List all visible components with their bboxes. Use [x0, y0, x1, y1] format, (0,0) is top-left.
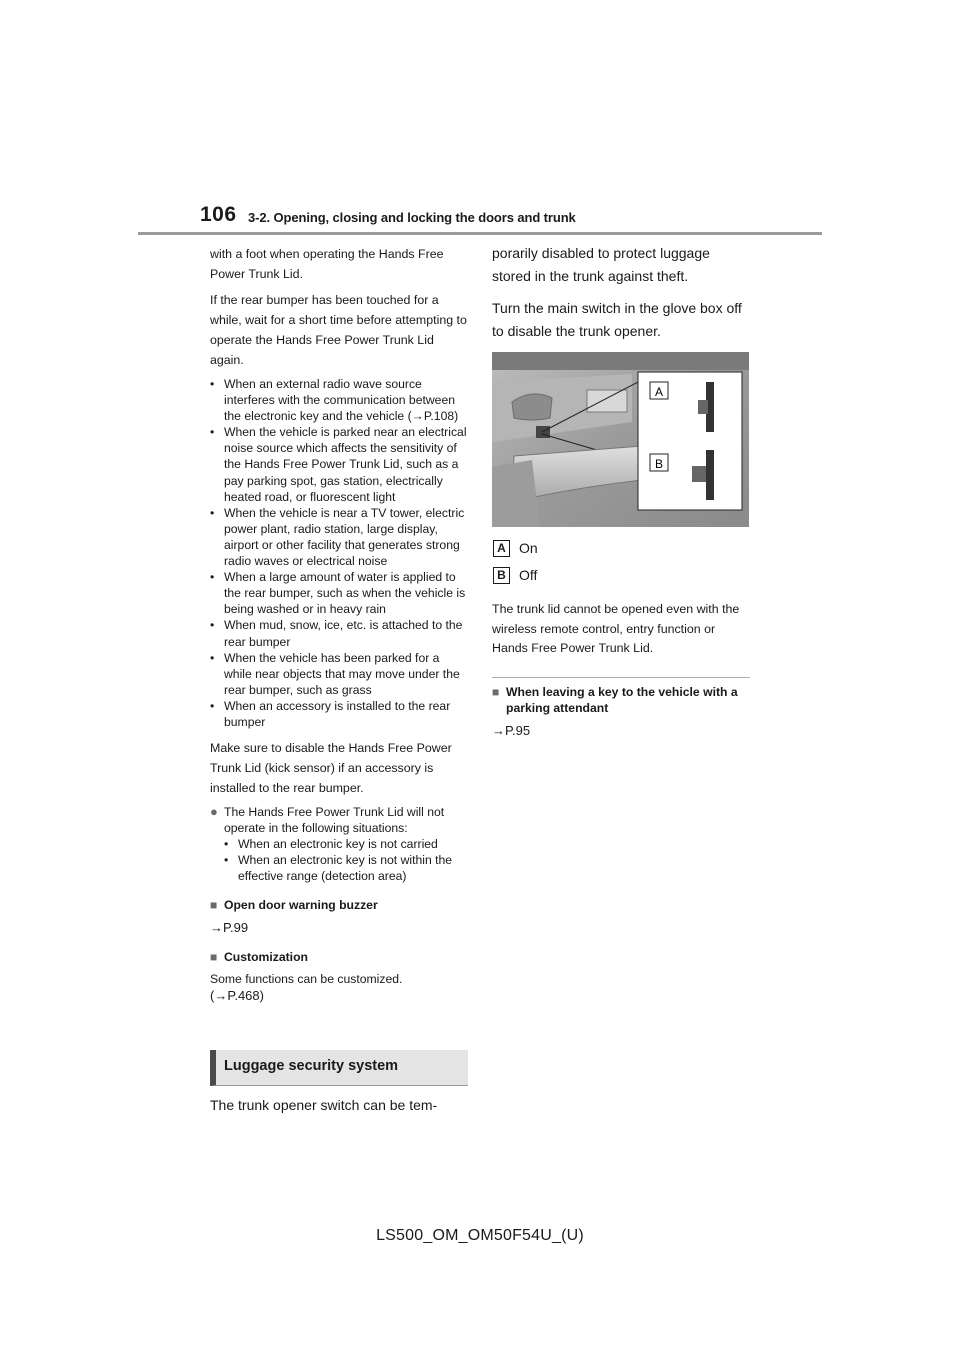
legend-item-off: [492, 562, 750, 588]
paragraph: If the rear bumper has been touched for a while, wait for a short time before attempting to operate the Hands Free Power Trunk Lid again.: [210, 293, 467, 367]
figure-label-a: A: [654, 385, 664, 399]
list-item: • When an electronic key is not within the effective range (detection area): [224, 853, 453, 884]
section-title: 3-2. Opening, closing and locking the doors and trunk: [248, 210, 576, 225]
circle-bullet-icon: ●: [210, 804, 218, 820]
subheading-customization: ■ Customization: [210, 949, 308, 964]
page-reference[interactable]: →P.95: [492, 722, 531, 738]
label-badge: A: [493, 540, 510, 557]
list-item: • When an electronic key is not carried: [224, 837, 438, 852]
square-bullet-icon: ■: [210, 949, 218, 964]
list-item: • When the vehicle is parked near an electrical noise source which affects the sensitivity of the Hands Free Power Trunk Lid, such as a pay parking spot, gas station, electrically heated road, or fluorescent light: [210, 425, 467, 504]
label-text: On: [519, 540, 538, 556]
header-rule: [138, 232, 822, 235]
label-badge: B: [493, 567, 510, 584]
page-header: [138, 203, 822, 235]
list-item: • When an accessory is installed to the rear bumper: [210, 698, 451, 729]
figure-illustration: [492, 352, 749, 527]
paragraph: Turn the main switch in the glove box off to disable the trunk opener.: [492, 300, 742, 339]
square-bullet-icon: ■: [492, 684, 500, 699]
sub-list: [210, 836, 468, 884]
square-bullet-icon: ■: [210, 897, 218, 912]
arrow-icon: →: [214, 987, 228, 1003]
arrow-icon: →: [492, 722, 505, 738]
paragraph: Make sure to disable the Hands Free Power Trunk Lid (kick sensor) if an accessory is installed to the rear bumper.: [210, 741, 452, 796]
paragraph: porarily disabled to protect luggage stored in the trunk against theft.: [492, 245, 710, 284]
figure-label-b: B: [654, 457, 664, 471]
section-heading: Luggage security system: [224, 1058, 399, 1074]
section-heading-box: [210, 1050, 468, 1086]
list-item: • When the vehicle has been parked for a while near objects that may move under the rear bumper, such as grass: [210, 650, 460, 697]
list-item: • When a large amount of water is applied to the rear bumper, such as when the vehicle is being washed or in heavy rain: [210, 570, 466, 617]
page-reference[interactable]: (→P.468): [210, 987, 264, 1003]
list-item: • When mud, snow, ice, etc. is attached to the rear bumper: [210, 618, 463, 649]
arrow-icon: →: [210, 919, 223, 935]
list-item: • When the vehicle is near a TV tower, electric power plant, radio station, large display, airport or other facility that generates strong radio waves or electrical noise: [210, 505, 465, 569]
glove-box-switch-figure: [492, 352, 749, 527]
paragraph: with a foot when operating the Hands Free Power Trunk Lid.: [210, 247, 444, 281]
paragraph: Some functions can be customized.: [210, 971, 403, 986]
document-code: LS500_OM_OM50F54U_(U): [376, 1227, 584, 1244]
subheading-key: ■ When leaving a key to the vehicle with a parking attendant: [492, 684, 738, 715]
page-number: 106: [200, 203, 237, 226]
legend-item-on: [492, 535, 750, 561]
subheading-buzzer: ■ Open door warning buzzer: [210, 897, 378, 912]
left-column: [210, 244, 468, 1008]
page-reference[interactable]: →P.99: [210, 919, 249, 935]
right-column: [492, 242, 750, 744]
bullet-list: [210, 376, 468, 730]
circle-item: ● The Hands Free Power Trunk Lid will not operate in the following situations:: [210, 804, 445, 836]
list-item: • When an external radio wave source interferes with the communication between the electronic key and the vehicle (→P.108): [210, 377, 459, 424]
label-text: Off: [519, 567, 538, 583]
divider: [492, 677, 750, 678]
paragraph: The trunk opener switch can be tem-: [210, 1097, 438, 1113]
note-text: The trunk lid cannot be opened even with the wireless remote control, entry function or Hands Free Power Trunk Lid.: [492, 602, 740, 655]
